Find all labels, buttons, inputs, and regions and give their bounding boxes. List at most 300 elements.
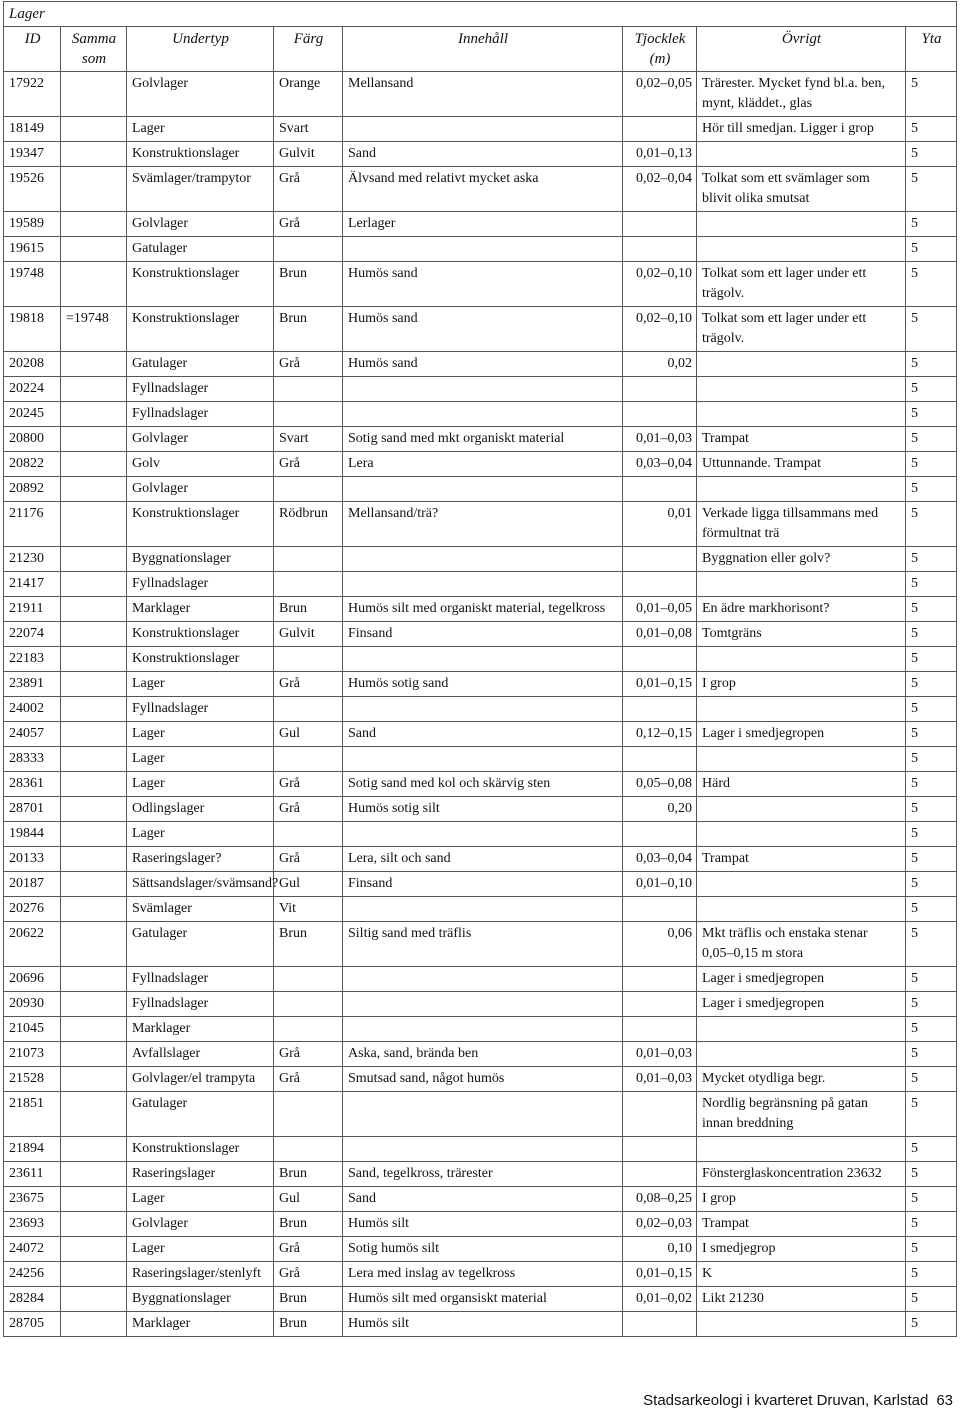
- cell-id: 20276: [4, 897, 61, 922]
- cell-id: 20208: [4, 352, 61, 377]
- cell-yta: 5: [906, 1187, 957, 1212]
- cell-tjocklek: 0,02–0,10: [623, 307, 697, 352]
- cell-farg: Gulvit: [274, 142, 343, 167]
- table-row: [4, 452, 957, 477]
- table-row: [4, 1067, 957, 1092]
- cell-tjocklek: [623, 967, 697, 992]
- cell-samma-som: [61, 377, 127, 402]
- cell-id: 19347: [4, 142, 61, 167]
- cell-ovrigt: [697, 212, 906, 237]
- cell-tjocklek: [623, 1017, 697, 1042]
- cell-innehall: [343, 377, 623, 402]
- cell-id: 20930: [4, 992, 61, 1017]
- table-row: [4, 872, 957, 897]
- cell-tjocklek: 0,01–0,08: [623, 622, 697, 647]
- cell-id: 20133: [4, 847, 61, 872]
- cell-yta: 5: [906, 1067, 957, 1092]
- cell-ovrigt: Uttunnande. Trampat: [697, 452, 906, 477]
- cell-ovrigt: I grop: [697, 672, 906, 697]
- cell-undertyp: Gatulager: [127, 237, 274, 262]
- cell-ovrigt: Lager i smedjegropen: [697, 992, 906, 1017]
- cell-id: 21176: [4, 502, 61, 547]
- cell-tjocklek: 0,01–0,15: [623, 672, 697, 697]
- cell-ovrigt: Lager i smedjegropen: [697, 967, 906, 992]
- cell-ovrigt: Trampat: [697, 1212, 906, 1237]
- cell-undertyp: Avfallslager: [127, 1042, 274, 1067]
- cell-id: 28361: [4, 772, 61, 797]
- cell-undertyp: Fyllnadslager: [127, 572, 274, 597]
- column-header-yta: Yta: [906, 27, 957, 72]
- cell-innehall: [343, 1137, 623, 1162]
- cell-tjocklek: 0,01–0,10: [623, 872, 697, 897]
- table-row: [4, 572, 957, 597]
- cell-tjocklek: [623, 547, 697, 572]
- cell-innehall: Sotig sand med mkt organiskt material: [343, 427, 623, 452]
- cell-ovrigt: [697, 1042, 906, 1067]
- cell-yta: 5: [906, 117, 957, 142]
- cell-yta: 5: [906, 502, 957, 547]
- cell-innehall: Sand: [343, 1187, 623, 1212]
- cell-farg: [274, 992, 343, 1017]
- cell-tjocklek: 0,01–0,05: [623, 597, 697, 622]
- cell-undertyp: Gatulager: [127, 352, 274, 377]
- cell-innehall: Älvsand med relativt mycket aska: [343, 167, 623, 212]
- cell-undertyp: Raseringslager: [127, 1162, 274, 1187]
- cell-ovrigt: [697, 1137, 906, 1162]
- cell-tjocklek: 0,01–0,13: [623, 142, 697, 167]
- cell-ovrigt: [697, 402, 906, 427]
- cell-undertyp: Svämlager/trampytor: [127, 167, 274, 212]
- cell-farg: Grå: [274, 167, 343, 212]
- cell-farg: Grå: [274, 352, 343, 377]
- cell-undertyp: Golvlager: [127, 212, 274, 237]
- cell-undertyp: Fyllnadslager: [127, 697, 274, 722]
- cell-id: 21528: [4, 1067, 61, 1092]
- column-header-id: ID: [4, 27, 61, 72]
- cell-id: 24256: [4, 1262, 61, 1287]
- cell-innehall: Mellansand: [343, 72, 623, 117]
- cell-undertyp: Golvlager: [127, 1212, 274, 1237]
- cell-samma-som: [61, 897, 127, 922]
- cell-innehall: [343, 477, 623, 502]
- cell-samma-som: [61, 1162, 127, 1187]
- cell-samma-som: [61, 402, 127, 427]
- cell-innehall: Smutsad sand, något humös: [343, 1067, 623, 1092]
- cell-innehall: [343, 697, 623, 722]
- table-row: [4, 167, 957, 212]
- cell-ovrigt: Verkade ligga tillsammans med förmultnat trä: [697, 502, 906, 547]
- cell-yta: 5: [906, 747, 957, 772]
- cell-id: 19615: [4, 237, 61, 262]
- cell-innehall: Finsand: [343, 622, 623, 647]
- cell-id: 21894: [4, 1137, 61, 1162]
- cell-tjocklek: 0,02: [623, 352, 697, 377]
- cell-innehall: [343, 897, 623, 922]
- cell-farg: Brun: [274, 597, 343, 622]
- cell-ovrigt: I smedjegrop: [697, 1237, 906, 1262]
- cell-undertyp: Fyllnadslager: [127, 992, 274, 1017]
- cell-samma-som: [61, 547, 127, 572]
- cell-tjocklek: 0,02–0,10: [623, 262, 697, 307]
- cell-farg: Grå: [274, 1237, 343, 1262]
- cell-yta: 5: [906, 402, 957, 427]
- cell-samma-som: [61, 992, 127, 1017]
- cell-id: 21417: [4, 572, 61, 597]
- cell-ovrigt: En ädre markhorisont?: [697, 597, 906, 622]
- cell-ovrigt: [697, 352, 906, 377]
- cell-undertyp: Marklager: [127, 1312, 274, 1337]
- cell-innehall: [343, 572, 623, 597]
- column-header-tjocklek: Tjocklek (m): [623, 27, 697, 72]
- cell-samma-som: [61, 1237, 127, 1262]
- cell-undertyp: Raseringslager/stenlyft: [127, 1262, 274, 1287]
- cell-farg: [274, 822, 343, 847]
- cell-innehall: Sotig sand med kol och skärvig sten: [343, 772, 623, 797]
- cell-tjocklek: [623, 117, 697, 142]
- cell-undertyp: Konstruktionslager: [127, 262, 274, 307]
- cell-ovrigt: Tomtgräns: [697, 622, 906, 647]
- cell-innehall: Lerlager: [343, 212, 623, 237]
- cell-tjocklek: 0,08–0,25: [623, 1187, 697, 1212]
- cell-id: 20187: [4, 872, 61, 897]
- cell-undertyp: Lager: [127, 1187, 274, 1212]
- cell-id: 21911: [4, 597, 61, 622]
- cell-tjocklek: [623, 1092, 697, 1137]
- cell-yta: 5: [906, 1237, 957, 1262]
- cell-id: 23611: [4, 1162, 61, 1187]
- cell-farg: Vit: [274, 897, 343, 922]
- cell-id: 24072: [4, 1237, 61, 1262]
- cell-id: 20622: [4, 922, 61, 967]
- cell-ovrigt: [697, 1312, 906, 1337]
- cell-innehall: Humös sotig silt: [343, 797, 623, 822]
- table-row: [4, 1212, 957, 1237]
- cell-undertyp: Lager: [127, 1237, 274, 1262]
- cell-undertyp: Konstruktionslager: [127, 142, 274, 167]
- cell-undertyp: Sättsandslager/svämsand?: [127, 872, 274, 897]
- table-body: [4, 72, 957, 1337]
- cell-farg: Grå: [274, 772, 343, 797]
- cell-farg: [274, 572, 343, 597]
- cell-id: 21851: [4, 1092, 61, 1137]
- cell-samma-som: [61, 722, 127, 747]
- cell-farg: Gul: [274, 722, 343, 747]
- cell-tjocklek: [623, 237, 697, 262]
- cell-farg: Brun: [274, 1212, 343, 1237]
- cell-samma-som: [61, 597, 127, 622]
- cell-samma-som: [61, 1137, 127, 1162]
- cell-id: 23675: [4, 1187, 61, 1212]
- cell-yta: 5: [906, 572, 957, 597]
- cell-yta: 5: [906, 1042, 957, 1067]
- cell-yta: 5: [906, 597, 957, 622]
- cell-tjocklek: [623, 697, 697, 722]
- cell-id: 21073: [4, 1042, 61, 1067]
- cell-id: 22183: [4, 647, 61, 672]
- cell-yta: 5: [906, 212, 957, 237]
- cell-innehall: Humös silt: [343, 1212, 623, 1237]
- cell-yta: 5: [906, 847, 957, 872]
- table-row: [4, 697, 957, 722]
- cell-id: 20822: [4, 452, 61, 477]
- cell-id: 28701: [4, 797, 61, 822]
- cell-id: 20696: [4, 967, 61, 992]
- cell-farg: Brun: [274, 262, 343, 307]
- cell-samma-som: [61, 352, 127, 377]
- table-row: [4, 992, 957, 1017]
- cell-samma-som: [61, 622, 127, 647]
- table-row: [4, 1287, 957, 1312]
- cell-tjocklek: [623, 212, 697, 237]
- table-row: [4, 597, 957, 622]
- cell-undertyp: Lager: [127, 117, 274, 142]
- cell-yta: 5: [906, 477, 957, 502]
- cell-yta: 5: [906, 1212, 957, 1237]
- cell-yta: 5: [906, 237, 957, 262]
- cell-tjocklek: 0,01–0,03: [623, 1067, 697, 1092]
- cell-innehall: Sand, tegelkross, trärester: [343, 1162, 623, 1187]
- cell-ovrigt: Tolkat som ett svämlager som blivit olika smutsat: [697, 167, 906, 212]
- cell-ovrigt: [697, 142, 906, 167]
- cell-yta: 5: [906, 352, 957, 377]
- lager-table-wrapper: [3, 1, 956, 1337]
- cell-samma-som: [61, 1017, 127, 1042]
- cell-undertyp: Byggnationslager: [127, 547, 274, 572]
- cell-samma-som: [61, 452, 127, 477]
- cell-tjocklek: 0,20: [623, 797, 697, 822]
- cell-farg: Grå: [274, 1042, 343, 1067]
- cell-farg: Brun: [274, 922, 343, 967]
- cell-undertyp: Golv: [127, 452, 274, 477]
- footer-publication-title: Stadsarkeologi i kvarteret Druvan, Karlstad: [643, 1392, 929, 1409]
- cell-ovrigt: [697, 572, 906, 597]
- cell-id: 19748: [4, 262, 61, 307]
- cell-samma-som: [61, 1212, 127, 1237]
- table-row: [4, 352, 957, 377]
- cell-undertyp: Fyllnadslager: [127, 402, 274, 427]
- cell-tjocklek: 0,02–0,03: [623, 1212, 697, 1237]
- cell-yta: 5: [906, 427, 957, 452]
- cell-samma-som: [61, 427, 127, 452]
- cell-tjocklek: 0,12–0,15: [623, 722, 697, 747]
- cell-samma-som: [61, 1042, 127, 1067]
- cell-samma-som: [61, 747, 127, 772]
- table-title: Lager: [4, 2, 957, 27]
- cell-samma-som: [61, 1262, 127, 1287]
- cell-ovrigt: [697, 797, 906, 822]
- cell-innehall: [343, 822, 623, 847]
- cell-ovrigt: [697, 822, 906, 847]
- table-row: [4, 547, 957, 572]
- cell-undertyp: Konstruktionslager: [127, 622, 274, 647]
- cell-tjocklek: 0,03–0,04: [623, 452, 697, 477]
- cell-yta: 5: [906, 72, 957, 117]
- column-header-farg: Färg: [274, 27, 343, 72]
- cell-samma-som: [61, 237, 127, 262]
- table-row: [4, 1187, 957, 1212]
- cell-farg: [274, 647, 343, 672]
- cell-innehall: Sand: [343, 722, 623, 747]
- cell-tjocklek: [623, 747, 697, 772]
- cell-samma-som: [61, 847, 127, 872]
- cell-id: 20224: [4, 377, 61, 402]
- cell-undertyp: Golvlager/el trampyta: [127, 1067, 274, 1092]
- table-row: [4, 142, 957, 167]
- cell-innehall: Finsand: [343, 872, 623, 897]
- table-row: [4, 477, 957, 502]
- cell-innehall: [343, 967, 623, 992]
- cell-samma-som: [61, 872, 127, 897]
- cell-undertyp: Svämlager: [127, 897, 274, 922]
- cell-ovrigt: [697, 897, 906, 922]
- cell-id: 20800: [4, 427, 61, 452]
- cell-ovrigt: [697, 697, 906, 722]
- cell-farg: [274, 747, 343, 772]
- cell-yta: 5: [906, 772, 957, 797]
- cell-yta: 5: [906, 167, 957, 212]
- cell-yta: 5: [906, 967, 957, 992]
- cell-yta: 5: [906, 1287, 957, 1312]
- cell-tjocklek: 0,01: [623, 502, 697, 547]
- cell-undertyp: Gatulager: [127, 922, 274, 967]
- table-row: [4, 967, 957, 992]
- cell-tjocklek: 0,02–0,05: [623, 72, 697, 117]
- cell-farg: Gul: [274, 872, 343, 897]
- cell-samma-som: [61, 262, 127, 307]
- cell-ovrigt: Byggnation eller golv?: [697, 547, 906, 572]
- cell-ovrigt: [697, 477, 906, 502]
- table-row: [4, 402, 957, 427]
- cell-tjocklek: [623, 572, 697, 597]
- cell-innehall: Siltig sand med träflis: [343, 922, 623, 967]
- cell-samma-som: [61, 212, 127, 237]
- cell-farg: Grå: [274, 452, 343, 477]
- cell-innehall: Lera: [343, 452, 623, 477]
- cell-ovrigt: [697, 647, 906, 672]
- cell-yta: 5: [906, 1137, 957, 1162]
- cell-farg: Grå: [274, 212, 343, 237]
- cell-tjocklek: [623, 1162, 697, 1187]
- cell-innehall: [343, 1017, 623, 1042]
- table-row: [4, 72, 957, 117]
- cell-id: 19818: [4, 307, 61, 352]
- cell-yta: 5: [906, 992, 957, 1017]
- cell-farg: Grå: [274, 797, 343, 822]
- cell-farg: [274, 547, 343, 572]
- cell-innehall: [343, 117, 623, 142]
- cell-farg: [274, 967, 343, 992]
- table-row: [4, 822, 957, 847]
- table-title-row: [4, 2, 957, 27]
- cell-id: 28705: [4, 1312, 61, 1337]
- cell-farg: [274, 402, 343, 427]
- cell-id: 19844: [4, 822, 61, 847]
- cell-yta: 5: [906, 262, 957, 307]
- cell-farg: Grå: [274, 1067, 343, 1092]
- cell-ovrigt: [697, 1017, 906, 1042]
- cell-tjocklek: [623, 897, 697, 922]
- cell-samma-som: [61, 502, 127, 547]
- cell-farg: Grå: [274, 847, 343, 872]
- cell-tjocklek: 0,01–0,03: [623, 427, 697, 452]
- cell-undertyp: Gatulager: [127, 1092, 274, 1137]
- cell-innehall: Humös silt med organsiskt material: [343, 1287, 623, 1312]
- table-row: [4, 427, 957, 452]
- table-header-row: [4, 27, 957, 72]
- cell-ovrigt: Hör till smedjan. Ligger i grop: [697, 117, 906, 142]
- table-row: [4, 237, 957, 262]
- table-row: [4, 847, 957, 872]
- cell-tjocklek: [623, 377, 697, 402]
- column-header-innehall: Innehåll: [343, 27, 623, 72]
- cell-samma-som: [61, 697, 127, 722]
- cell-undertyp: Marklager: [127, 597, 274, 622]
- cell-tjocklek: 0,06: [623, 922, 697, 967]
- footer-page-number: 63: [936, 1392, 953, 1409]
- cell-tjocklek: 0,10: [623, 1237, 697, 1262]
- cell-farg: Grå: [274, 672, 343, 697]
- cell-yta: 5: [906, 307, 957, 352]
- cell-ovrigt: Trampat: [697, 847, 906, 872]
- cell-samma-som: [61, 822, 127, 847]
- cell-tjocklek: 0,01–0,15: [623, 1262, 697, 1287]
- page-footer: [643, 1392, 953, 1409]
- table-row: [4, 772, 957, 797]
- cell-undertyp: Golvlager: [127, 427, 274, 452]
- cell-farg: [274, 1092, 343, 1137]
- cell-samma-som: [61, 1312, 127, 1337]
- cell-samma-som: [61, 1067, 127, 1092]
- cell-samma-som: [61, 1187, 127, 1212]
- cell-samma-som: [61, 672, 127, 697]
- table-row: [4, 647, 957, 672]
- cell-undertyp: Lager: [127, 722, 274, 747]
- cell-innehall: [343, 1092, 623, 1137]
- cell-undertyp: Odlingslager: [127, 797, 274, 822]
- cell-id: 21045: [4, 1017, 61, 1042]
- cell-farg: Orange: [274, 72, 343, 117]
- cell-yta: 5: [906, 922, 957, 967]
- table-row: [4, 797, 957, 822]
- cell-ovrigt: Lager i smedjegropen: [697, 722, 906, 747]
- cell-farg: Rödbrun: [274, 502, 343, 547]
- cell-innehall: Humös sand: [343, 352, 623, 377]
- cell-ovrigt: Tolkat som ett lager under ett trägolv.: [697, 262, 906, 307]
- cell-ovrigt: [697, 747, 906, 772]
- cell-yta: 5: [906, 722, 957, 747]
- cell-samma-som: [61, 922, 127, 967]
- table-row: [4, 1017, 957, 1042]
- table-row: [4, 922, 957, 967]
- cell-innehall: [343, 647, 623, 672]
- cell-yta: 5: [906, 1262, 957, 1287]
- cell-ovrigt: Mycket otydliga begr.: [697, 1067, 906, 1092]
- cell-innehall: Aska, sand, brända ben: [343, 1042, 623, 1067]
- cell-undertyp: Lager: [127, 822, 274, 847]
- column-header-samma-som: Samma som: [61, 27, 127, 72]
- cell-innehall: Humös sand: [343, 307, 623, 352]
- cell-tjocklek: 0,02–0,04: [623, 167, 697, 212]
- cell-yta: 5: [906, 622, 957, 647]
- cell-tjocklek: [623, 477, 697, 502]
- cell-tjocklek: 0,01–0,03: [623, 1042, 697, 1067]
- table-row: [4, 622, 957, 647]
- cell-tjocklek: 0,05–0,08: [623, 772, 697, 797]
- cell-ovrigt: [697, 872, 906, 897]
- cell-yta: 5: [906, 377, 957, 402]
- cell-farg: Brun: [274, 1312, 343, 1337]
- cell-id: 20892: [4, 477, 61, 502]
